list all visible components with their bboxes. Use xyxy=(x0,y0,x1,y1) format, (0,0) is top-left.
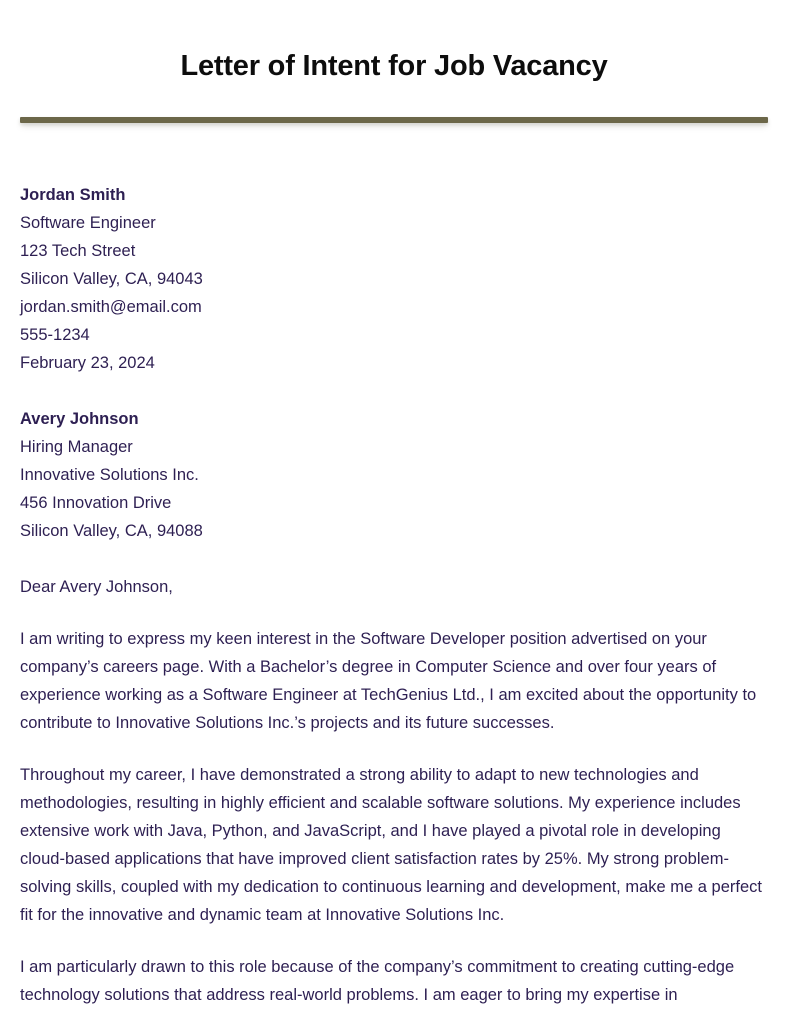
recipient-job-title: Hiring Manager xyxy=(20,438,133,456)
recipient-company: Innovative Solutions Inc. xyxy=(20,466,199,484)
title-divider-container xyxy=(0,117,788,123)
recipient-address-block xyxy=(20,405,768,545)
accent-divider xyxy=(20,117,768,123)
sender-job-title: Software Engineer xyxy=(20,214,156,232)
recipient-street: 456 Innovation Drive xyxy=(20,494,172,512)
sender-phone: 555-1234 xyxy=(20,326,90,344)
sender-address-block xyxy=(20,181,768,377)
letter-paragraph-3: I am particularly drawn to this role because of the company’s commitment to creating cutting-edge technology solutions that address real-world problems. I am eager to bring my expertise in xyxy=(20,958,735,1004)
recipient-city-state-zip: Silicon Valley, CA, 94088 xyxy=(20,522,203,540)
sender-name: Jordan Smith xyxy=(20,186,126,204)
sender-city-state-zip: Silicon Valley, CA, 94043 xyxy=(20,270,203,288)
letter-date: February 23, 2024 xyxy=(20,354,155,372)
sender-email: jordan.smith@email.com xyxy=(20,298,202,316)
letter-paragraph-2: Throughout my career, I have demonstrated a strong ability to adapt to new technologies and methodologies, resulting in highly efficient and scalable software solutions. My experience includes extensive work with Java, Python, and JavaScript, and I have played a pivotal role in developing cloud-based applications that have improved client satisfaction rates by 25%. My strong problem-solving skills, coupled with my dedication to continuous learning and development, make me a perfect fit for the innovative and dynamic team at Innovative Solutions Inc. xyxy=(20,766,762,924)
page-title: Letter of Intent for Job Vacancy xyxy=(180,50,608,82)
salutation: Dear Avery Johnson, xyxy=(20,578,173,596)
letter-paragraph-1: I am writing to express my keen interest in the Software Developer position advertised on your company’s careers page. With a Bachelor’s degree in Computer Science and over four years of experience working as a Software Engineer at TechGenius Ltd., I am excited about the opportunity to contribute to Innovative Solutions Inc.’s projects and its future successes. xyxy=(20,630,757,732)
sender-street: 123 Tech Street xyxy=(20,242,136,260)
letter-body xyxy=(0,181,788,1009)
recipient-name: Avery Johnson xyxy=(20,410,139,428)
